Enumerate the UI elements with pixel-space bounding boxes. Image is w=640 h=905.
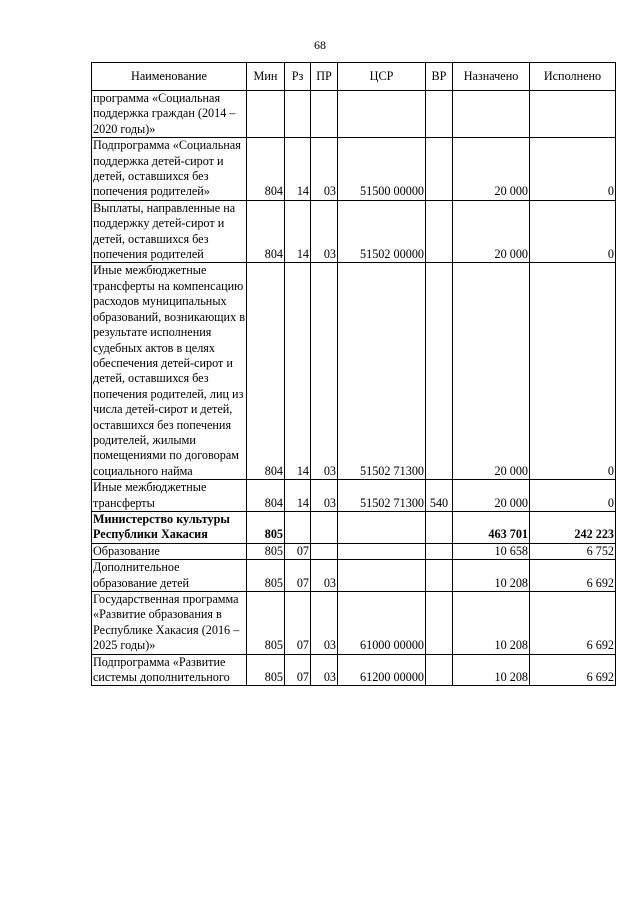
table-row: [92, 560, 616, 592]
row-csr: 51500 00000: [338, 138, 426, 201]
row-executed: 6 692: [530, 654, 616, 686]
row-min: 805: [247, 592, 285, 655]
row-rz: 14: [285, 263, 311, 480]
row-min: 804: [247, 138, 285, 201]
row-assigned: 20 000: [453, 480, 530, 512]
row-min: 804: [247, 263, 285, 480]
row-assigned: 20 000: [453, 200, 530, 263]
row-rz: 07: [285, 654, 311, 686]
row-assigned: 10 658: [453, 543, 530, 559]
row-rz: [285, 91, 311, 138]
row-csr: 61000 00000: [338, 592, 426, 655]
row-pr: [311, 91, 338, 138]
col-header-name: Наименование: [92, 63, 247, 91]
row-pr: [311, 543, 338, 559]
row-name: Подпрограмма «Развитие системы дополнительного: [92, 654, 247, 686]
row-rz: 14: [285, 200, 311, 263]
row-executed: 6 752: [530, 543, 616, 559]
row-csr: [338, 560, 426, 592]
row-name: Иные межбюджетные трансферты: [92, 480, 247, 512]
row-rz: [285, 511, 311, 543]
row-name: Дополнительное образование детей: [92, 560, 247, 592]
row-vr: [426, 200, 453, 263]
row-csr: 51502 71300: [338, 480, 426, 512]
row-executed: 0: [530, 263, 616, 480]
table-row: [92, 91, 616, 138]
row-assigned: 463 701: [453, 511, 530, 543]
row-min: 804: [247, 200, 285, 263]
row-name: Иные межбюджетные трансферты на компенсацию расходов муниципальных образований, возникающих в результате исполнения судебных актов в целях обеспечения детей-сирот и детей, оставшихся без попечения родителей, лиц из числа детей-сирот и детей, оставшихся без попечения родителей, жилыми помещениями по договорам социального найма: [93, 263, 245, 478]
col-header-min: Мин: [247, 63, 285, 91]
row-min: 805: [247, 560, 285, 592]
row-vr: [426, 560, 453, 592]
page-number: 68: [314, 38, 326, 52]
row-assigned: 10 208: [453, 592, 530, 655]
row-executed: 0: [530, 480, 616, 512]
row-name: Образование: [92, 543, 247, 559]
row-pr: [311, 511, 338, 543]
row-name: Подпрограмма «Социальная поддержка детей-сирот и детей, оставшихся без попечения родителей»: [92, 138, 247, 201]
row-csr: [338, 91, 426, 138]
table-row: [92, 138, 616, 201]
row-min: 804: [247, 480, 285, 512]
row-pr: 03: [311, 592, 338, 655]
table-row: [92, 480, 616, 512]
row-rz: 14: [285, 138, 311, 201]
row-csr: [338, 511, 426, 543]
col-header-executed: Исполнено: [530, 63, 616, 91]
row-pr: 03: [311, 200, 338, 263]
table-row: [92, 200, 616, 263]
row-min: 805: [247, 511, 285, 543]
row-pr: 03: [311, 560, 338, 592]
row-csr: [338, 543, 426, 559]
table-row: [92, 263, 616, 480]
row-vr: [426, 511, 453, 543]
col-header-csr: ЦСР: [338, 63, 426, 91]
row-csr: 51502 00000: [338, 200, 426, 263]
table-row: [92, 592, 616, 655]
table-row: [92, 654, 616, 686]
row-pr: 03: [311, 654, 338, 686]
row-name: Министерство культуры Республики Хакасия: [92, 511, 247, 543]
row-min: 805: [247, 654, 285, 686]
row-vr: [426, 91, 453, 138]
row-vr: [426, 263, 453, 480]
row-pr: 03: [311, 480, 338, 512]
row-csr: 51502 71300: [338, 263, 426, 480]
row-min: 805: [247, 543, 285, 559]
row-vr: 540: [426, 480, 453, 512]
row-executed: [530, 91, 616, 138]
col-header-rz: Рз: [285, 63, 311, 91]
col-header-assigned: Назначено: [453, 63, 530, 91]
table-row: [92, 511, 616, 543]
row-name: Государственная программа «Развитие образования в Республике Хакасия (2016 – 2025 годы)»: [92, 592, 247, 655]
table-row: [92, 543, 616, 559]
row-executed: 242 223: [530, 511, 616, 543]
row-name: программа «Социальная поддержка граждан (2014 – 2020 годы)»: [92, 91, 247, 138]
row-vr: [426, 654, 453, 686]
row-executed: 6 692: [530, 560, 616, 592]
row-assigned: [453, 91, 530, 138]
row-rz: 07: [285, 543, 311, 559]
row-rz: 14: [285, 480, 311, 512]
row-name: Выплаты, направленные на поддержку детей-сирот и детей, оставшихся без попечения родителей: [92, 200, 247, 263]
row-assigned: 20 000: [453, 138, 530, 201]
col-header-pr: ПР: [311, 63, 338, 91]
row-rz: 07: [285, 592, 311, 655]
col-header-vr: ВР: [426, 63, 453, 91]
row-assigned: 10 208: [453, 654, 530, 686]
row-assigned: 20 000: [453, 263, 530, 480]
row-executed: 0: [530, 138, 616, 201]
row-pr: 03: [311, 263, 338, 480]
row-min: [247, 91, 285, 138]
row-executed: 0: [530, 200, 616, 263]
row-vr: [426, 543, 453, 559]
row-pr: 03: [311, 138, 338, 201]
row-rz: 07: [285, 560, 311, 592]
row-csr: 61200 00000: [338, 654, 426, 686]
row-assigned: 10 208: [453, 560, 530, 592]
budget-table: [91, 62, 616, 686]
row-executed: 6 692: [530, 592, 616, 655]
row-vr: [426, 138, 453, 201]
table-header-row: [92, 63, 616, 91]
row-vr: [426, 592, 453, 655]
